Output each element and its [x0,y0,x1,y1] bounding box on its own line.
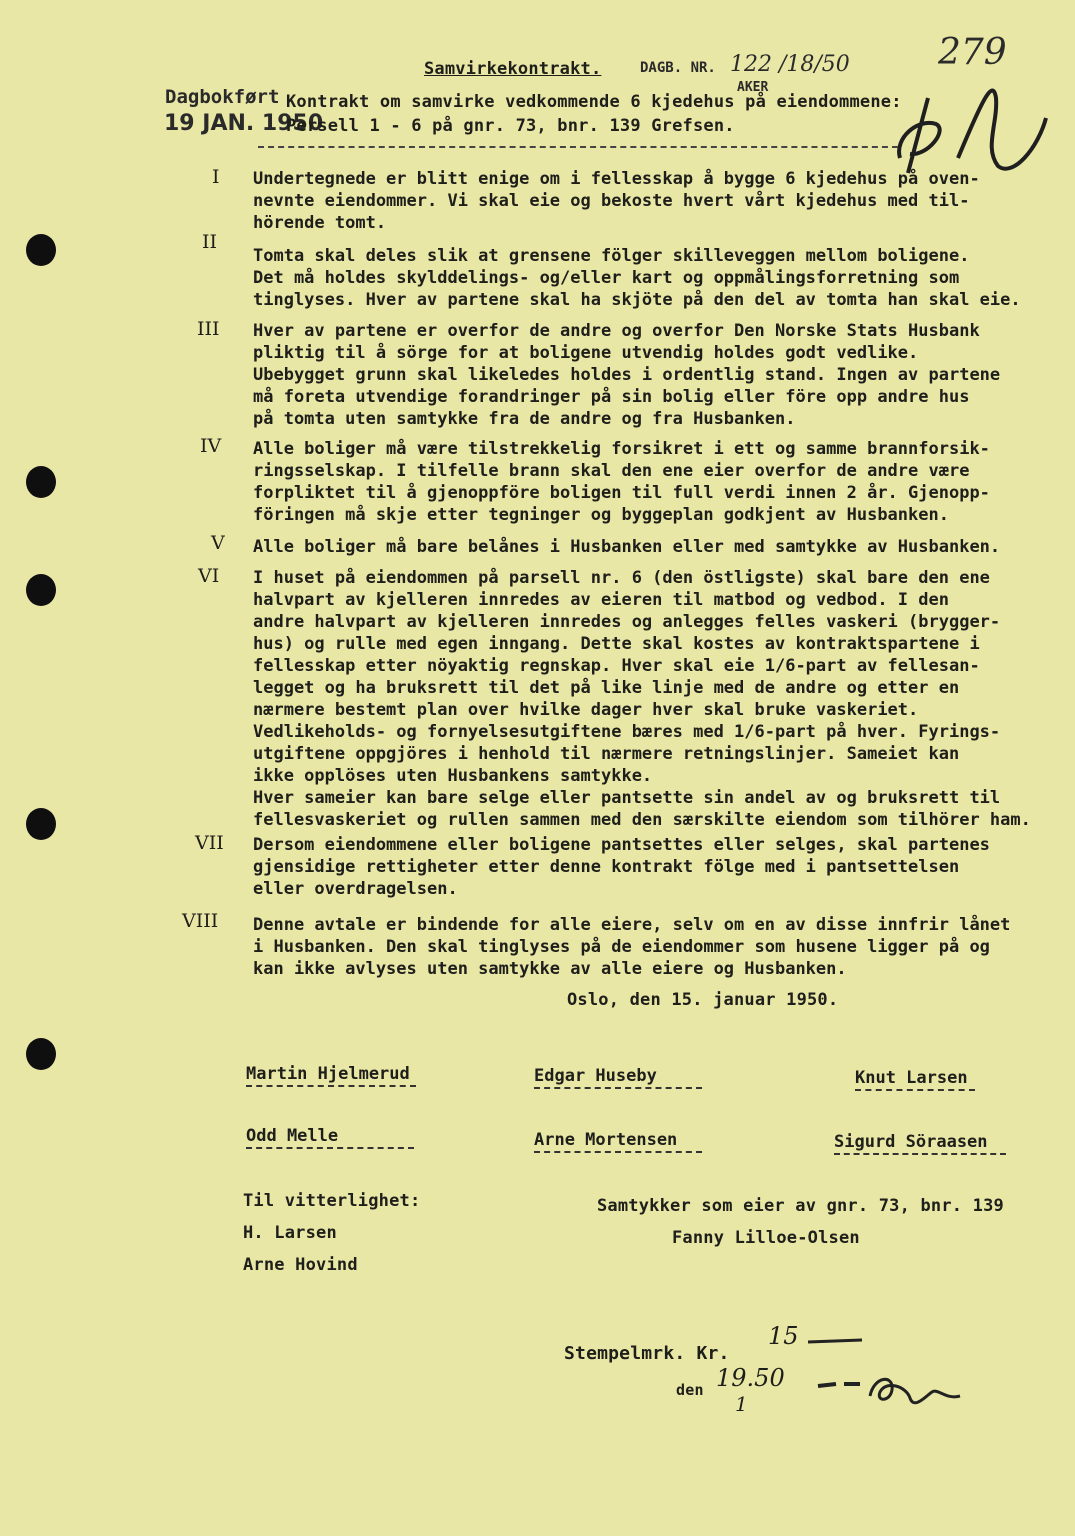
consent-name: Fanny Lilloe-Olsen [672,1228,860,1248]
text-line: Hver av partene er overfor de andre og overfor Den Norske Stats Husbank [253,321,980,341]
initials-mark-icon [888,78,1058,178]
stamp-fee-amount: 15 [768,1322,799,1350]
section-text [253,438,1063,526]
text-line: på tomta uten samtykke fra de andre og fra Husbanken. [253,409,796,429]
stamp-fee-label: Stempelmrk. Kr. [564,1343,730,1364]
text-line: nærmere bestemt plan over hvilke dager hver skal bruke vaskeriet. [253,700,919,720]
text-line: kan ikke avlyses uten samtykke av alle eiere og Husbanken. [253,959,847,979]
section-numeral: VIII [182,910,219,932]
signature-name: Knut Larsen [855,1068,975,1091]
text-line: föringen må skje etter tegninger og byggeplan godkjent av Husbanken. [253,505,949,525]
signature-name: Arne Mortensen [534,1130,702,1153]
intro-line-2: Persell 1 - 6 på gnr. 73, bnr. 139 Grefsen. [286,116,735,136]
section-text [253,536,1063,558]
punch-hole [26,574,56,606]
signature-name: Edgar Huseby [534,1066,702,1089]
text-line: Det må holdes skylddelings- og/eller kart og oppmålingsforretning som [253,268,960,288]
text-line: Dersom eiendommene eller boligene pantsettes eller selges, skal partenes [253,835,990,855]
section-numeral: III [197,318,220,340]
dash-stroke-icon [806,1334,866,1348]
text-line: må foreta utvendige forandringer på sin bolig eller före opp andre hus [253,387,970,407]
dagbokfort-stamp: Dagbokført [165,86,280,108]
text-line: legget og ha bruksrett til det på like linje med de andre og etter en [253,678,960,698]
punch-hole [26,466,56,498]
clerk-signature-icon [814,1366,964,1416]
text-line: Denne avtale er bindende for alle eiere, selv om en av disse innfrir lånet [253,915,1011,935]
aker-stamp: AKER [737,80,769,95]
section-text [253,834,1063,900]
document-title: Samvirkekontrakt. [424,59,602,79]
text-line: ringsselskap. I tilfelle brann skal den ene eier overfor de andre være [253,461,970,481]
stamp-fee-date-under: 1 [735,1392,748,1416]
section-numeral: IV [200,435,222,457]
section-text [253,567,1063,831]
section-numeral: VI [198,565,220,587]
stamp-date: 19 JAN. 1950 [164,111,324,136]
text-line: ikke opplöses uten Husbankens samtykke. [253,766,653,786]
consent-text: Samtykker som eier av gnr. 73, bnr. 139 [597,1196,1004,1216]
text-line: Alle boliger må bare belånes i Husbanken eller med samtykke av Husbanken. [253,537,1001,557]
text-line: tinglyses. Hver av partene skal ha skjöte på den del av tomta han skal eie. [253,290,1021,310]
text-line: Undertegnede er blitt enige om i fellesskap å bygge 6 kjedehus på oven- [253,169,980,189]
separator-line [258,146,898,148]
text-line: Ubebygget grunn skal likeledes holdes i ordentlig stand. Ingen av partene [253,365,1001,385]
dagb-label: DAGB. NR. [640,60,716,76]
text-line: Alle boliger må være tilstrekkelig forsikret i ett og samme brannforsik- [253,439,990,459]
section-text [253,914,1063,980]
punch-hole [26,234,56,266]
place-date: Oslo, den 15. januar 1950. [567,990,839,1010]
text-line: gjensidige rettigheter etter denne kontrakt fölge med i pantsettelsen [253,857,960,877]
punch-hole [26,808,56,840]
text-line: Vedlikeholds- og fornyelsesutgiftene bæres med 1/6-part på hver. Fyrings- [253,722,1001,742]
punch-hole [26,1038,56,1070]
section-text [253,245,1063,311]
text-line: Hver sameier kan bare selge eller pantsette sin andel av og bruksrett til [253,788,1001,808]
text-line: hus) og rulle med egen inngang. Dette skal kostes av kontraktspartene i [253,634,980,654]
text-line: andre halvpart av kjelleren innredes og anlegges felles vaskeri (brygger- [253,612,1001,632]
section-numeral: II [202,231,218,253]
section-text [253,320,1063,430]
text-line: halvpart av kjelleren innredes av eieren til matbod og vedbod. I den [253,590,949,610]
text-line: hörende tomt. [253,213,387,233]
section-numeral: V [211,532,225,554]
text-line: utgiftene oppgjöres i henhold til nærmere retningslinjer. Sameiet kan [253,744,960,764]
text-line: nevnte eiendommer. Vi skal eie og bekoste hvert vårt kjedehus med til- [253,191,970,211]
text-line: forpliktet til å gjenoppföre boligen til full verdi innen 2 år. Gjenopp- [253,483,990,503]
text-line: Tomta skal deles slik at grensene fölger skilleveggen mellom boligene. [253,246,970,266]
witness-label: Til vitterlighet: [243,1191,421,1211]
witness-name: Arne Hovind [243,1255,358,1275]
text-line: I huset på eiendommen på parsell nr. 6 (den östligste) skal bare den ene [253,568,990,588]
text-line: pliktig til å sörge for at boligene utvendig holdes godt vedlike. [253,343,919,363]
section-numeral: VII [195,832,224,854]
page-number: 279 [938,32,1007,73]
text-line: fellesvaskeriet og rullen sammen med den særskilte eiendom som tilhörer ham. [253,810,1031,830]
dagb-number: 122 /18/50 [730,52,850,77]
text-line: i Husbanken. Den skal tinglyses på de eiendommer som husene ligger på og [253,937,990,957]
signature-name: Odd Melle [246,1126,414,1149]
text-line: eller overdragelsen. [253,879,458,899]
witness-name: H. Larsen [243,1223,337,1243]
signature-name: Martin Hjelmerud [246,1064,416,1087]
stamp-fee-date: 19.50 [716,1364,785,1392]
intro-line-1: Kontrakt om samvirke vedkommende 6 kjedehus på eiendommene: [286,92,902,112]
section-text [253,168,1063,234]
signature-name: Sigurd Söraasen [834,1132,1006,1155]
section-numeral: I [212,166,220,188]
stamp-date-prefix: den [676,1381,704,1399]
text-line: fellesskap etter nöyaktig regnskap. Hver skal eie 1/6-part av fellesan- [253,656,980,676]
